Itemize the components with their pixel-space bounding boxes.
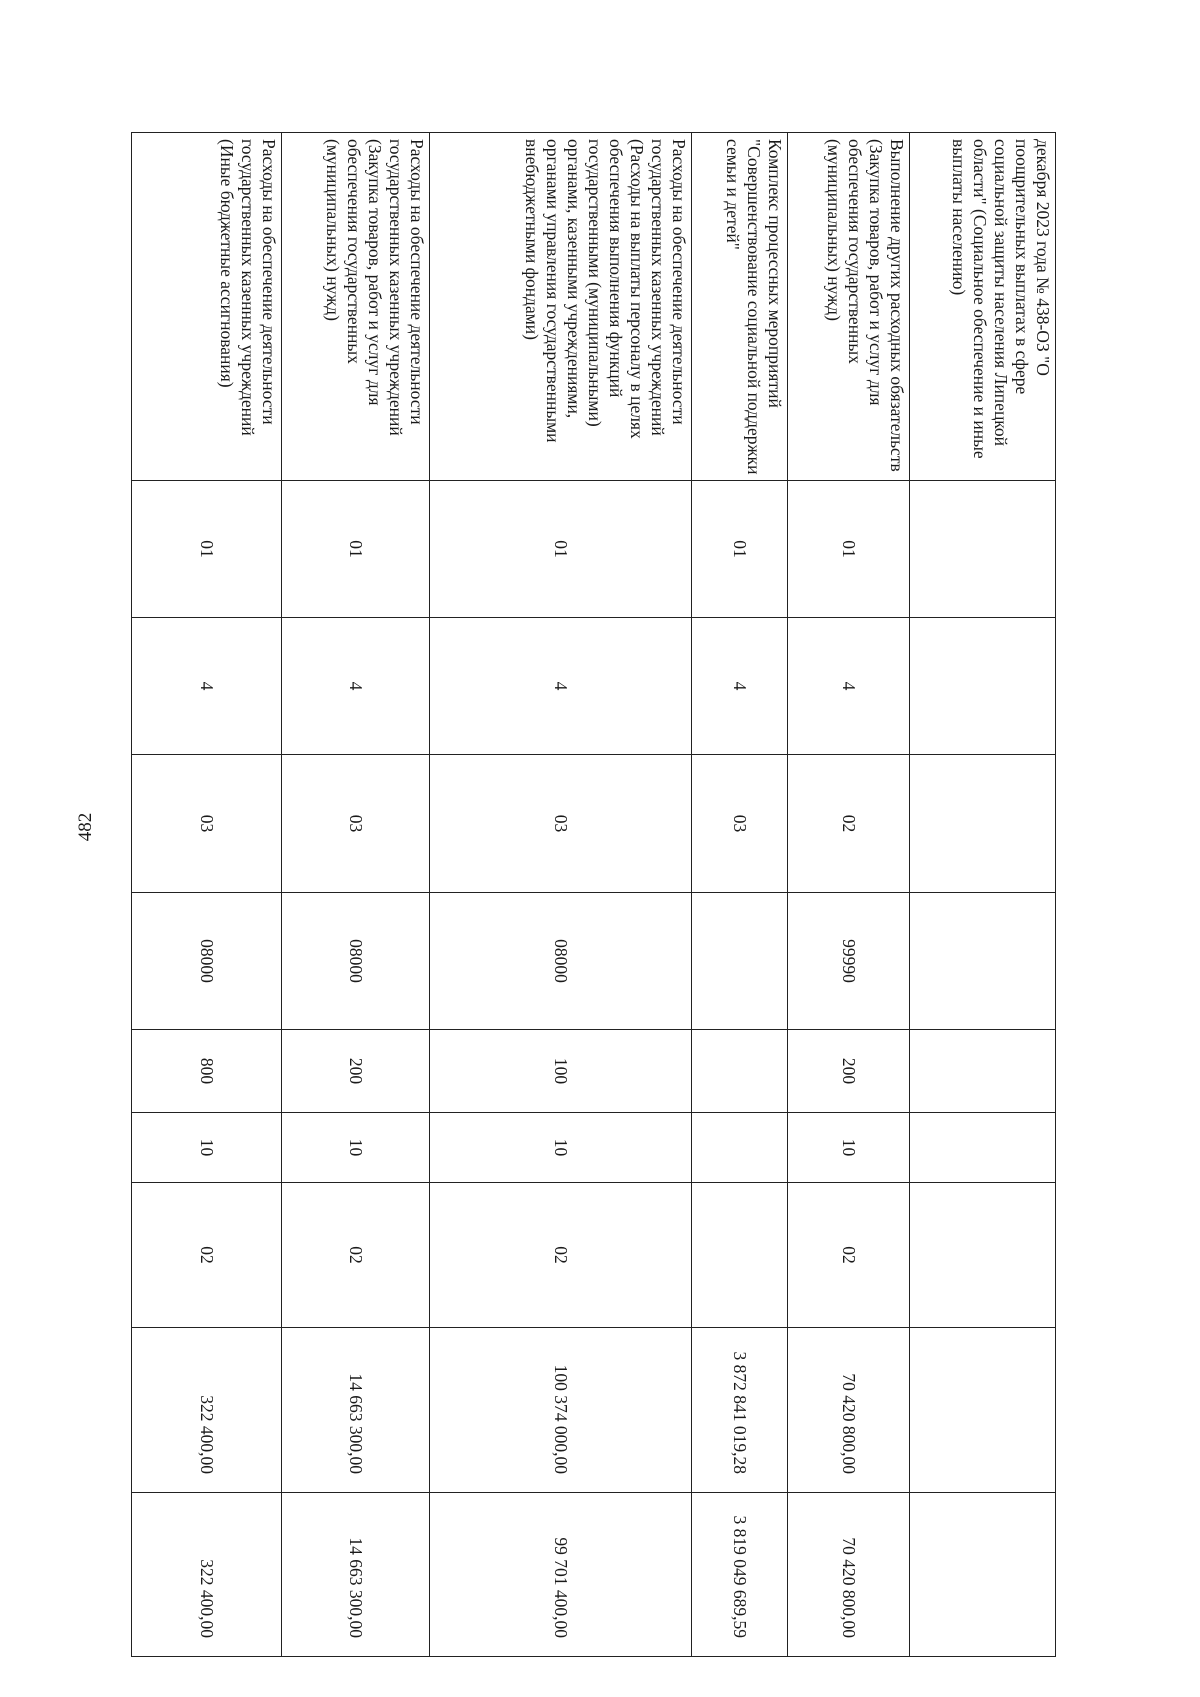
budget-table <box>131 132 1056 1657</box>
amount-year-2: 322 400,00 <box>132 1493 282 1657</box>
amount-year-2: 99 701 400,00 <box>430 1493 692 1657</box>
code-direction <box>692 893 788 1030</box>
amount-year-2: 70 420 800,00 <box>788 1493 910 1657</box>
table-row <box>692 133 788 1657</box>
amount-year-1: 70 420 800,00 <box>788 1328 910 1493</box>
code-subsection: 02 <box>430 1183 692 1328</box>
code-subsection: 02 <box>788 1183 910 1328</box>
amount-year-1: 100 374 000,00 <box>430 1328 692 1493</box>
code-program: 01 <box>282 481 430 618</box>
amount-year-1: 14 663 300,00 <box>282 1328 430 1493</box>
table-row <box>430 133 692 1657</box>
code-subprogram: 4 <box>430 618 692 755</box>
code-measure: 03 <box>692 755 788 893</box>
code-measure: 03 <box>282 755 430 893</box>
row-name: Расходы на обеспечение деятельности государственных казенных учреждений (Закупка товаров, работ и услуг для обеспечения государственных (муниципальных) нужд) <box>282 133 430 481</box>
code-program <box>910 481 1056 618</box>
code-subprogram <box>910 618 1056 755</box>
code-program: 01 <box>692 481 788 618</box>
table-row <box>132 133 282 1657</box>
code-expense-type: 200 <box>282 1030 430 1113</box>
code-subsection: 02 <box>282 1183 430 1328</box>
code-expense-type: 200 <box>788 1030 910 1113</box>
amount-year-2 <box>910 1493 1056 1657</box>
code-section: 10 <box>430 1113 692 1183</box>
table-row <box>788 133 910 1657</box>
code-subprogram: 4 <box>282 618 430 755</box>
code-expense-type: 100 <box>430 1030 692 1113</box>
amount-year-1 <box>910 1328 1056 1493</box>
code-expense-type: 800 <box>132 1030 282 1113</box>
code-subsection <box>692 1183 788 1328</box>
table-row <box>910 133 1056 1657</box>
amount-year-1: 322 400,00 <box>132 1328 282 1493</box>
code-subprogram: 4 <box>692 618 788 755</box>
amount-year-1: 3 872 841 019,28 <box>692 1328 788 1493</box>
amount-year-2: 14 663 300,00 <box>282 1493 430 1657</box>
code-program: 01 <box>788 481 910 618</box>
code-program: 01 <box>132 481 282 618</box>
row-name: Выполнение других расходных обязательств (Закупка товаров, работ и услуг для обеспечения государственных (муниципальных) нужд) <box>788 133 910 481</box>
code-direction: 08000 <box>282 893 430 1030</box>
code-section <box>692 1113 788 1183</box>
row-name: Комплекс процессных мероприятий "Совершенствование социальной поддержки семьи и детей" <box>692 133 788 481</box>
page-number: 482 <box>75 812 96 842</box>
code-expense-type <box>692 1030 788 1113</box>
code-expense-type <box>910 1030 1056 1113</box>
code-measure <box>910 755 1056 893</box>
code-direction: 08000 <box>430 893 692 1030</box>
row-name: Расходы на обеспечение деятельности государственных казенных учреждений (Иные бюджетные ассигнования) <box>132 133 282 481</box>
code-section: 10 <box>788 1113 910 1183</box>
code-section: 10 <box>132 1113 282 1183</box>
code-measure: 03 <box>132 755 282 893</box>
code-direction <box>910 893 1056 1030</box>
code-measure: 02 <box>788 755 910 893</box>
amount-year-2: 3 819 049 689,59 <box>692 1493 788 1657</box>
code-subsection: 02 <box>132 1183 282 1328</box>
code-section <box>910 1113 1056 1183</box>
code-measure: 03 <box>430 755 692 893</box>
code-subprogram: 4 <box>788 618 910 755</box>
code-subprogram: 4 <box>132 618 282 755</box>
code-subsection <box>910 1183 1056 1328</box>
code-direction: 08000 <box>132 893 282 1030</box>
table-row <box>282 133 430 1657</box>
code-section: 10 <box>282 1113 430 1183</box>
code-program: 01 <box>430 481 692 618</box>
code-direction: 99990 <box>788 893 910 1030</box>
budget-table-body <box>132 133 1056 1657</box>
row-name: декабря 2023 года № 438-ОЗ "О поощрительных выплатах в сфере социальной защиты населения Липецкой области" (Социальное обеспечение и иные выплаты населению) <box>910 133 1056 481</box>
rotated-table-container <box>132 132 1056 1656</box>
row-name: Расходы на обеспечение деятельности государственных казенных учреждений (Расходы на выплаты персоналу в целях обеспечения выполнения функций государственными (муниципальными) органами, казенными учреждениями, органами управления государственными внебюджетными фондами) <box>430 133 692 481</box>
